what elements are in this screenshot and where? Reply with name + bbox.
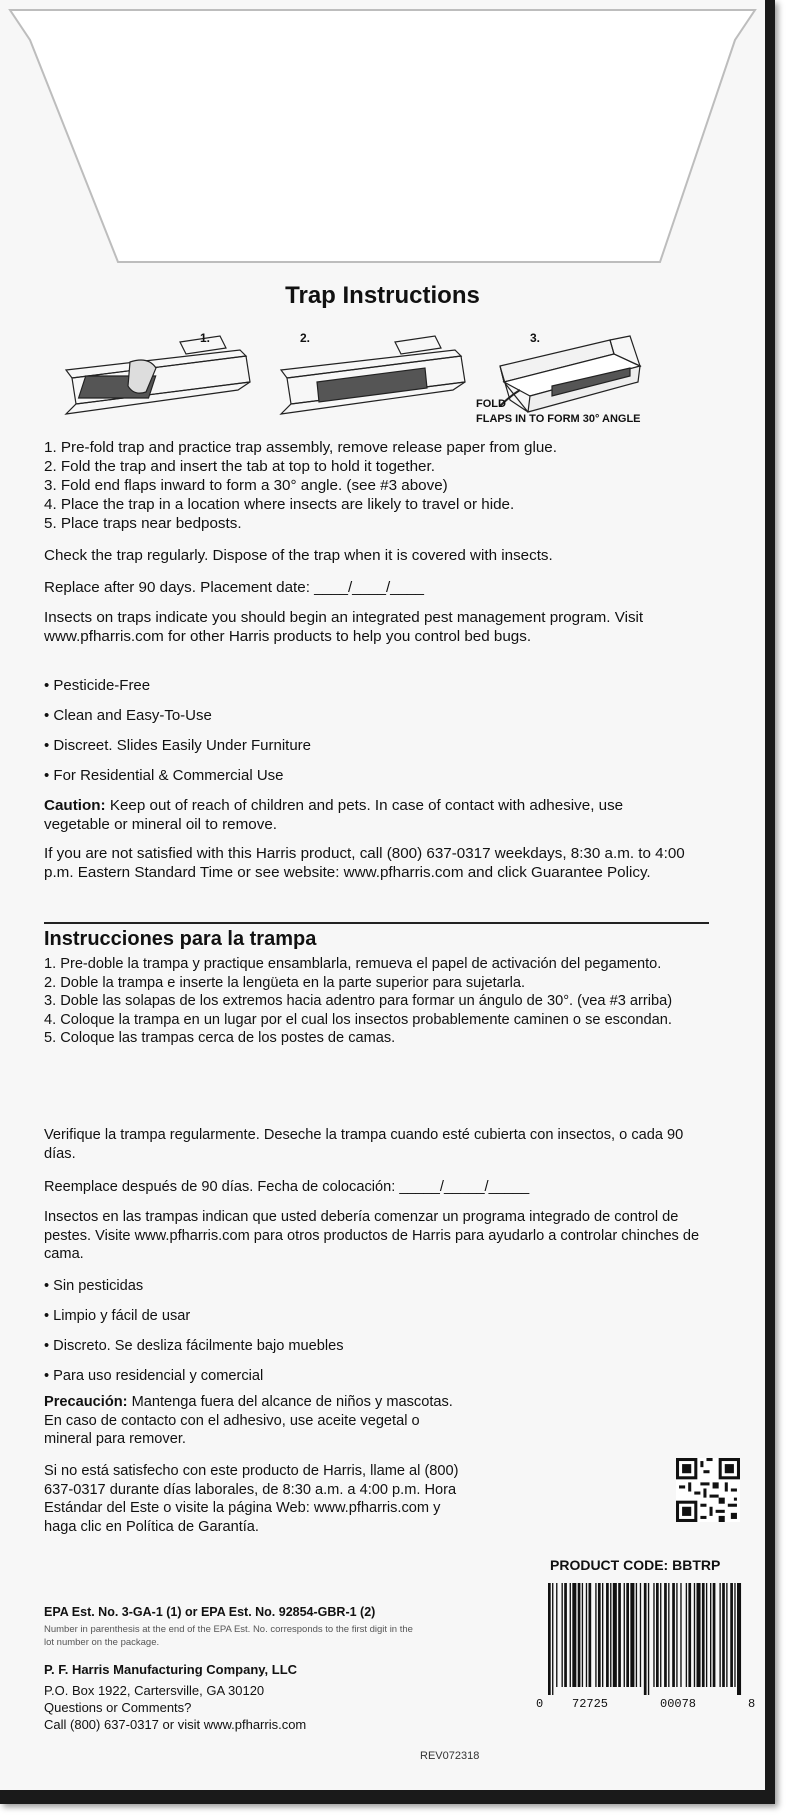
barcode-bar (640, 1583, 641, 1687)
english-step-4: 4. Place the trap in a location where insects are likely to travel or hide. (44, 496, 515, 513)
step-1-illustration (66, 336, 250, 414)
barcode-bar (598, 1583, 601, 1687)
barcode-bar (613, 1583, 617, 1687)
barcode-group-1: 72725 (572, 1697, 609, 1711)
barcode-bar (570, 1583, 571, 1687)
spanish-step-2: 2. Doble la trampa e inserte la lengüeta en la parte superior para sujetarla. (44, 974, 526, 991)
english-step-5: 5. Place traps near bedposts. (44, 515, 242, 532)
barcode-right-digit: 8 (748, 1697, 756, 1711)
revision-code: REV072318 (420, 1750, 480, 1762)
spanish-bullet-2: • Limpio y fácil de usar (44, 1308, 191, 1324)
english-replace: Replace after 90 days. Placement date: ____/____/____ (44, 579, 424, 596)
english-bullet-2: • Clean and Easy-To-Use (44, 707, 212, 724)
barcode-bar (564, 1583, 567, 1687)
spanish-caution (44, 1393, 464, 1449)
english-bullet-3: • Discreet. Slides Easily Under Furniture (44, 737, 312, 754)
barcode-left-digit: 0 (536, 1697, 544, 1711)
barcode-bar (630, 1583, 634, 1687)
company-address: P.O. Box 1922, Cartersville, GA 30120 (44, 1683, 265, 1698)
barcode-bar (722, 1583, 725, 1687)
spanish-bullet-4: • Para uso residencial y comercial (44, 1368, 264, 1384)
barcode-bar (730, 1583, 733, 1687)
barcode-bar (672, 1583, 675, 1687)
spanish-insects: Insectos en las trampas indican que usted debería comenzar un programa integrado de control de pestes. Visite www.pfharris.com para otros productos de Harris para ayudarlo a controlar chinches de cama. (44, 1209, 700, 1262)
barcode-bar (664, 1583, 667, 1687)
barcode-bar (589, 1583, 592, 1687)
barcode-bar (586, 1583, 587, 1687)
barcode-bar (624, 1583, 625, 1687)
spanish-bullet-3: • Discreto. Se desliza fácilmente bajo muebles (44, 1338, 344, 1354)
english-step-3: 3. Fold end flaps inward to form a 30° angle. (see #3 above) (44, 477, 448, 494)
qr-code (676, 1458, 740, 1522)
contact-line: Call (800) 637-0317 or visit www.pfharris.com (44, 1717, 307, 1732)
section-divider (44, 922, 709, 924)
barcode-group-2: 00078 (660, 1697, 697, 1711)
assembly-diagram (60, 332, 680, 422)
barcode-bar (606, 1583, 609, 1687)
spanish-step-5: 5. Coloque las trampas cerca de los postes de camas. (44, 1030, 396, 1046)
barcode-bar (680, 1583, 681, 1687)
spanish-title: Instrucciones para la trampa (44, 928, 317, 950)
spanish-steps (44, 955, 714, 1048)
english-insects: Insects on traps indicate you should begin an integrated pest management program. Visit www.pfharris.com for other Harris products to help you control bed bugs. (44, 609, 644, 645)
upc-barcode (548, 1583, 744, 1695)
spanish-caution-text: Mantenga fuera del alcance de niños y mascotas. En caso de contacto con el adhesivo, use aceite vegetal o mineral para remover. (44, 1394, 453, 1447)
barcode-bar (713, 1583, 716, 1687)
english-bullet-4: • For Residential & Commercial Use (44, 767, 284, 784)
barcode-bar (648, 1583, 649, 1695)
spanish-bullet-1: • Sin pesticidas (44, 1278, 144, 1294)
barcode-bar (602, 1583, 603, 1687)
spanish-guarantee: Si no está satisfecho con este producto de Harris, llame al (800) 637-0317 durante días laborales, de 8:30 a.m. a 4:00 p.m. Hora Estándar del Este o visite la página Web: www.pfharris.com y haga clic en Política de Garantía. (44, 1463, 459, 1535)
english-caution (44, 796, 684, 834)
spanish-check: Verifique la trampa regularmente. Deseche la trampa cuando esté cubierta con insectos, o cada 90 días. (44, 1127, 684, 1162)
barcode-bar (582, 1583, 583, 1687)
step-3-illustration (500, 336, 640, 412)
barcode-bar (572, 1583, 576, 1687)
english-caution-text: Keep out of reach of children and pets. In case of contact with adhesive, use vegetable or mineral oil to remove. (44, 797, 624, 833)
epa-establishment: EPA Est. No. 3-GA-1 (1) or EPA Est. No. 92854-GBR-1 (2) (44, 1605, 376, 1619)
barcode-bar (595, 1583, 596, 1687)
epa-note: Number in parenthesis at the end of the EPA Est. No. corresponds to the first digit in the lot number on the package. (44, 1624, 413, 1648)
barcode-bar (656, 1583, 659, 1687)
hang-tab-cutout (0, 0, 765, 280)
english-steps (44, 438, 734, 533)
barcode-bar (668, 1583, 669, 1687)
english-caution-label: Caution: (44, 797, 106, 814)
barcode-bar (710, 1583, 711, 1687)
barcode-bar (626, 1583, 629, 1687)
barcode-bar (578, 1583, 581, 1687)
barcode-bar (686, 1583, 687, 1687)
page-title: Trap Instructions (285, 282, 480, 309)
barcode-bar (702, 1583, 705, 1687)
spanish-step-1: 1. Pre-doble la trampa y practique ensamblarla, remueva el papel de activación del pegamento. (44, 956, 662, 972)
step-1-number: 1. (200, 331, 211, 345)
barcode-bar (737, 1583, 741, 1695)
company-name: P. F. Harris Manufacturing Company, LLC (44, 1662, 298, 1677)
barcode-bar (706, 1583, 707, 1687)
barcode-bar (676, 1583, 677, 1687)
step-2-number: 2. (300, 331, 311, 345)
barcode-bar (618, 1583, 621, 1687)
english-step-2: 2. Fold the trap and insert the tab at top to hold it together. (44, 458, 435, 475)
spanish-caution-label: Precaución: (44, 1394, 128, 1410)
questions-label: Questions or Comments? (44, 1700, 192, 1715)
barcode-bar (660, 1583, 661, 1687)
flaps-label: FLAPS IN TO FORM 30° ANGLE (476, 413, 641, 425)
fold-label: FOLD (476, 398, 506, 410)
step-2-illustration (281, 336, 465, 414)
step-3-number: 3. (530, 331, 541, 345)
english-step-1: 1. Pre-fold trap and practice trap assembly, remove release paper from glue. (44, 439, 557, 456)
english-guarantee: If you are not satisfied with this Harris product, call (800) 637-0317 weekdays, 8:30 a.m. to 4:00 p.m. Eastern Standard Time or see website: www.pfharris.com and click Guarantee Policy. (44, 845, 685, 881)
barcode-bar (694, 1583, 695, 1687)
product-code: PRODUCT CODE: BBTRP (550, 1557, 721, 1573)
spanish-step-3: 3. Doble las solapas de los extremos hacia adentro para formar un ángulo de 30°. (vea #3 arriba) (44, 993, 673, 1009)
barcode-bar (653, 1583, 654, 1687)
barcode-bar (697, 1583, 701, 1687)
english-check: Check the trap regularly. Dispose of the trap when it is covered with insects. (44, 547, 553, 564)
barcode-bar (548, 1583, 551, 1695)
barcode-bar (688, 1583, 691, 1687)
barcode-bar (556, 1583, 557, 1687)
barcode-bar (610, 1583, 611, 1687)
spanish-step-4: 4. Coloque la trampa en un lugar por el cual los insectos probablemente caminen o se escondan. (44, 1011, 672, 1028)
barcode-bar (636, 1583, 637, 1687)
barcode-bar (562, 1583, 563, 1687)
barcode-bar (734, 1583, 735, 1687)
barcode-bar (719, 1583, 720, 1687)
barcode-bar (644, 1583, 647, 1695)
english-bullet-1: • Pesticide-Free (44, 677, 151, 694)
spanish-replace: Reemplace después de 90 días. Fecha de colocación: _____/_____/_____ (44, 1179, 530, 1195)
barcode-bar (552, 1583, 553, 1695)
barcode-bar (726, 1583, 727, 1687)
